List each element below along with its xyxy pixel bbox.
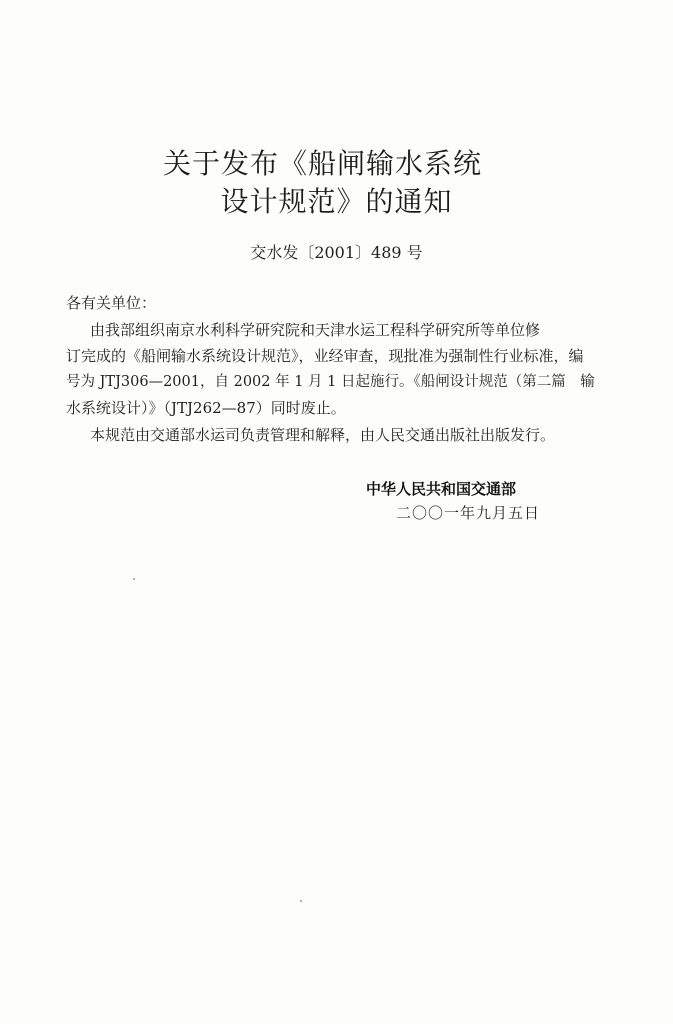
scan-speck [300,900,302,902]
document-title-line-1: 关于发布《船闸输水系统 [162,147,482,180]
body-paragraph-1-line-4: 水系统设计）》（JTJ262—87）同时废止。 [66,399,346,417]
issue-date: 二〇〇一年九月五日 [396,504,541,522]
body-paragraph-1-line-1: 由我部组织南京水利科学研究院和天津水运工程科学研究所等单位修 [90,321,541,339]
document-number: 交水发〔2001〕489 号 [250,243,423,262]
body-paragraph-1-line-3: 号为 JTJ306—2001，自 2002 年 1 月 1 日起施行。《船闸设计规范（第二篇 输 [66,374,595,390]
body-paragraph-1-line-2: 订完成的《船闸输水系统设计规范》，业经审查，现批准为强制性行业标准，编 [66,347,584,365]
salutation: 各有关单位： [66,294,157,312]
document-title-line-2: 设计规范》的通知 [220,185,453,218]
body-paragraph-2-line-1: 本规范由交通部水运司负责管理和解释，由人民交通出版社出版发行。 [90,426,556,444]
scan-speck [133,578,135,580]
issuing-authority: 中华人民共和国交通部 [366,480,517,498]
